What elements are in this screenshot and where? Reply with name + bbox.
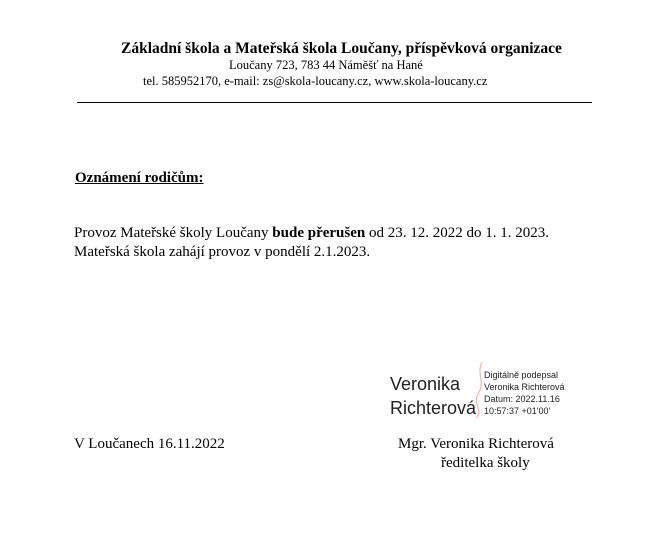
notice-paragraph-2: Mateřská škola zahájí provoz v pondělí 2.1.2023. bbox=[74, 244, 371, 260]
signer-name: Mgr. Veronika Richterová bbox=[398, 436, 554, 452]
notice-paragraph-1 bbox=[74, 225, 549, 242]
notice-heading: Oznámení rodičům: bbox=[75, 170, 204, 186]
signature-detail-name: Veronika Richterová bbox=[484, 382, 565, 392]
signature-name-first: Veronika bbox=[390, 374, 461, 394]
signer-role: ředitelka školy bbox=[441, 455, 530, 471]
organization-contact: tel. 585952170, e-mail: zs@skola-loucany.cz, www.skola-loucany.cz bbox=[143, 74, 488, 88]
signature-detail-signed-by: Digitálně podepsal bbox=[484, 370, 559, 380]
place-and-date: V Loučanech 16.11.2022 bbox=[74, 436, 225, 452]
organization-name: Základní škola a Mateřská škola Loučany, příspěvková organizace bbox=[121, 40, 562, 57]
notice-text-bold: bude přerušen bbox=[272, 225, 366, 241]
signature-detail-date: Datum: 2022.11.16 bbox=[484, 394, 560, 404]
organization-address: Loučany 723, 783 44 Náměšť na Hané bbox=[229, 58, 423, 72]
signature-detail-time: 10:57:37 +01'00' bbox=[484, 406, 551, 416]
notice-text-end: od 23. 12. 2022 do 1. 1. 2023. bbox=[365, 225, 549, 241]
notice-text-start: Provoz Mateřské školy Loučany bbox=[74, 225, 273, 241]
header-divider bbox=[77, 102, 592, 103]
signature-name-last: Richterová bbox=[390, 398, 477, 418]
